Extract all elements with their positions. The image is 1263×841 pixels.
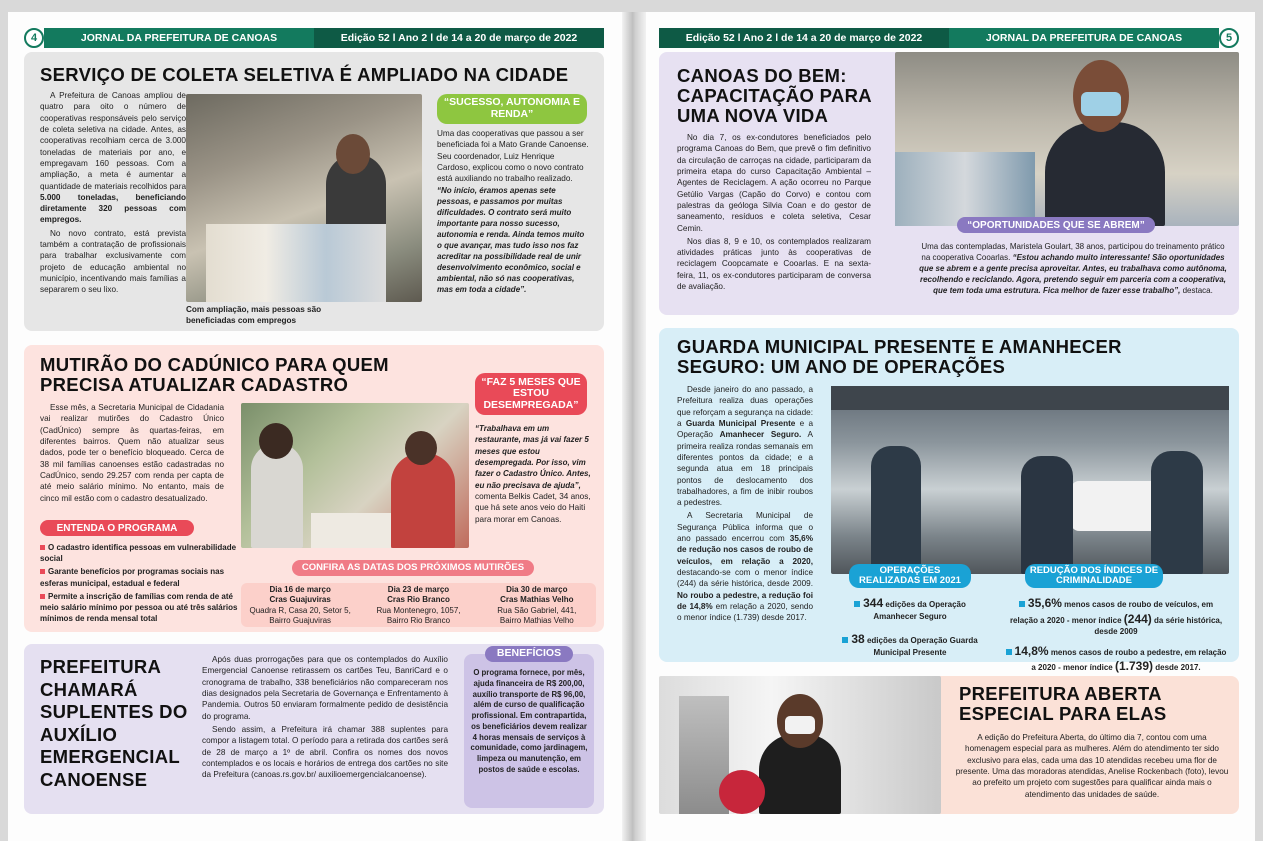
stat-item: 35,6% menos casos de roubo de veículos, em relação a 2020 - menor índice (244) da série histórica, desde 2009	[1009, 596, 1223, 637]
stat-item: 344 edições da Operação Amanhecer Seguro	[835, 596, 985, 622]
article-title: PREFEITURA CHAMARÁ SUPLENTES DO AUXÍLIO EMERGENCIAL CANOENSE	[40, 656, 188, 790]
article-body	[40, 402, 224, 506]
paragraph: Após duas prorrogações para que os contemplados do Auxílio Emergencial Canoense retirassem os cartões Teu, BanriCard e o cronograma de trabalho, 338 beneficiários não compareceram nos dias designados pela Secretaria de Governança e Enfrentamento à Pandemia. Outros 50 enviaram formalmente pedido de desistência do programa.	[202, 655, 448, 721]
program-bullets	[40, 542, 240, 626]
journal-name: JORNAL DA PREFEITURA DE CANOAS	[949, 28, 1219, 48]
article-title: SERVIÇO DE COLETA SELETIVA É AMPLIADO NA CIDADE	[40, 64, 569, 85]
article-body: Desde janeiro do ano passado, a Prefeitura realiza duas operações que reforçam a segurança na cidade: a Guarda Municipal Presente e a Operação Amanhecer Seguro. A primeira realiza rondas semanais em diferentes pontos da cidade; e a segunda atua em 18 principais pontos de deslocamento dos trabalhadores, a fim de inibir roubos a pedestres. A Secretaria Municipal de Segurança Pública informa que o ano passado encerrou com 35,6% de redução nos casos de roubo de veículos, em relação a 2020, destacando-se com o menor índice (244) da série histórica, desde 2009. No roubo a pedestre, a redução foi de 14,8% em relação a 2020, sendo o menor índice (1.739) desde 2017.	[677, 385, 814, 623]
operations-pill: OPERAÇÕES REALIZADAS EM 2021	[849, 564, 971, 588]
bullet-item: O cadastro identifica pessoas em vulnerabilidade social	[40, 543, 237, 564]
recycling-workers-photo	[186, 94, 422, 302]
maristela-portrait-photo	[895, 52, 1239, 226]
entenda-pill: ENTENDA O PROGRAMA	[40, 520, 194, 536]
coleta-section	[24, 52, 604, 331]
bullet-item: Garante benefícios por programas sociais nas esferas municipal, estadual e federal	[40, 567, 225, 588]
municipal-guards-photo	[831, 386, 1229, 574]
date-item: Dia 23 de março Cras Rio Branco Rua Montenegro, 1057, Bairro Rio Branco	[376, 585, 461, 626]
auxilio-section	[24, 644, 604, 814]
article-body	[677, 132, 871, 294]
aberta-section	[659, 676, 1239, 814]
article-title: PREFEITURA ABERTA ESPECIAL PARA ELAS	[959, 683, 1167, 724]
operations-stats	[835, 596, 985, 658]
date-item: Dia 30 de março Cras Mathias Velho Rua São Gabriel, 441, Bairro Mathias Velho	[497, 585, 577, 626]
quote-pill: “SUCESSO, AUTONOMIA E RENDA”	[437, 94, 587, 124]
beneficios-pill: BENEFÍCIOS	[485, 646, 573, 662]
paragraph: No dia 7, os ex-condutores beneficiados pelo programa Canoas do Bem, que prevê o fim definitivo da circulação de carroças na cidade, participaram da primeira etapa do curso Capacitação Ambiental – Agentes de Reciclagem. A ação ocorreu no Parque Getúlio Vargas (Capão do Corvo) e contou com palestras da geóloga Silvia Coan e do gestor de saneamento, resíduos e coleta seletiva, Cesar Cemin.	[677, 133, 871, 233]
edition-info: Edição 52 l Ano 2 l de 14 a 20 de março de 2022	[314, 28, 604, 48]
reduction-pill: REDUÇÃO DOS ÍNDICES DE CRIMINALIDADE	[1025, 564, 1163, 588]
anelise-portrait-photo	[659, 676, 941, 814]
article-title: MUTIRÃO DO CADÚNICO PARA QUEM PRECISA ATUALIZAR CADASTRO	[40, 354, 389, 395]
stat-item: 14,8% menos casos de roubo a pedestre, em relação a 2020 - menor índice (1.739) desde 2017.	[1005, 644, 1227, 675]
bullet-square-icon	[1019, 601, 1025, 607]
reduction-stats	[1005, 596, 1227, 675]
article-body: A edição do Prefeitura Aberta, do último dia 7, contou com uma homenagem especial para as mulheres. Além do atendimento ter sido exclusivo para elas, cada uma das 10 atendidas recebeu uma flor de presente. Uma das moradoras atendidas, Anelise Rockenbach (foto), levou ao prefeito um projeto com sugestões para qualificar ainda mais o atendimento das unidades de saúde.	[955, 733, 1229, 799]
quote-pill: “FAZ 5 MESES QUE ESTOU DESEMPREGADA”	[475, 373, 587, 415]
stat-item: 38 edições da Operação Guarda Municipal Presente	[835, 632, 985, 658]
side-quote: “Trabalhava em um restaurante, mas já vai fazer 5 meses que estou desempregada. Por isso, vim fazer o Cadastro Único. Antes, eu não precisava de ajuda”, comenta Belkis Cadet, 34 anos, que há sete anos veio do Haiti para morar em Canoas.	[475, 424, 591, 524]
guarda-section	[659, 328, 1239, 674]
left-header	[24, 28, 604, 48]
side-text: Uma das cooperativas que passou a ser beneficiada foi a Mato Grande Canoense. Seu coordenador, Luiz Henrique Cardoso, explicou como o novo contrato está auxiliando no trabalho realizado.	[437, 129, 589, 184]
page-spine	[622, 12, 646, 841]
side-quote: “No início, éramos apenas sete pessoas, e passamos por muitas dificuldades. O contrato será muito importante para nosso sucesso, autonomia e renda. Ainda temos muito o que avançar, mas tudo isso nos faz acreditar na possibilidade real de unir desenvolvimento econômico, social e ambiental, não só nas cooperativas, mas em toda a cidade”.	[437, 185, 585, 294]
article-title: CANOAS DO BEM: CAPACITAÇÃO PARA UMA NOVA VIDA	[677, 65, 872, 126]
beneficios-text: O programa fornece, por mês, ajuda financeira de R$ 200,00, auxílio transporte de R$ 96,00, além de curso de qualificação profissional. Em contrapartida, os beneficiários devem realizar 4 horas mensais de serviços à comunidade, como jardinagem, limpeza ou manutenção, em postos de saúde e escolas.	[470, 668, 588, 774]
page-number: 5	[1219, 28, 1239, 48]
date-item: Dia 16 de março Cras Guajuviras Quadra R, Casa 20, Setor 5, Bairro Guajuviras	[249, 585, 351, 626]
bullet-item: Permite a inscrição de famílias com renda de até meio salário mínimo por pessoa ou até três salários mínimos de renda mensal total	[40, 591, 238, 624]
paragraph: No novo contrato, está prevista também a contratação de profissionais para trabalhar exclusivamente com projeto de educação ambiental no município, incentivando mais famílias a separarem o seu lixo.	[40, 228, 186, 295]
bullet-square-icon	[842, 637, 848, 643]
cadunico-section	[24, 345, 604, 632]
canoas-bem-section	[659, 52, 1239, 315]
quote-pill: “OPORTUNIDADES QUE SE ABREM”	[957, 217, 1155, 233]
dates-pill: CONFIRA AS DATAS DOS PRÓXIMOS MUTIRÕES	[292, 560, 534, 576]
article-body	[40, 90, 186, 298]
dates-list	[241, 583, 596, 627]
photo-caption: Com ampliação, mais pessoas são beneficiadas com empregos	[186, 305, 322, 325]
highlight-text: 5.000 toneladas, beneficiando diretamente 320 pessoas com empregos.	[40, 192, 186, 225]
paragraph: Nos dias 8, 9 e 10, os contemplados realizaram atividades práticas junto às cooperativas de reciclagem Coopcamate e Cooarlas. E na sexta-feira, 11, os ex-condutores participaram de conversa de avaliação.	[677, 236, 871, 292]
paragraph: A Prefeitura de Canoas ampliou de quatro para oito o número de cooperativas responsáveis pelo serviço de coleta seletiva na cidade. Antes, as cooperativas recolhiam cerca de 3.000 toneladas de materiais por ano, e empregavam 160 pessoas. Com a ampliação, a meta é aumentar a quantidade de materiais recolhidos para	[40, 91, 186, 191]
bullet-square-icon	[40, 545, 45, 550]
paragraph: Sendo assim, a Prefeitura irá chamar 388 suplentes para compor a listagem total. O período para a retirada dos cartões será de 28 de março a 1º de abril. Confira os nomes dos novos contemplados e os locais e horários de entrega dos cartões no site da Prefeitura (canoas.rs.gov.br/ auxilioemergencialcanoense).	[202, 724, 448, 780]
right-header	[659, 28, 1239, 48]
journal-name: JORNAL DA PREFEITURA DE CANOAS	[44, 28, 314, 48]
article-body	[202, 654, 448, 782]
article-title: GUARDA MUNICIPAL PRESENTE E AMANHECER SEGURO: UM ANO DE OPERAÇÕES	[677, 336, 1122, 377]
bullet-square-icon	[40, 569, 45, 574]
quote-block: Uma das contempladas, Maristela Goulart, 38 anos, participou do treinamento prático na cooperativa Cooarlas. “Estou achando muito interessante! São oportunidades que se abrem e a gente precisa aproveitar. Antes, eu trabalhava como autônoma, recolhendo e reciclando. Agora, pretendo seguir em parceria com a cooperativa, que tem toda uma estrutura. Fica melhor de fazer esse trabalho”, destaca.	[919, 242, 1227, 296]
edition-info: Edição 52 l Ano 2 l de 14 a 20 de março de 2022	[659, 28, 949, 48]
side-article	[437, 128, 589, 295]
bullet-square-icon	[1006, 649, 1012, 655]
cadunico-registration-photo	[241, 403, 469, 548]
paragraph: Esse mês, a Secretaria Municipal de Cidadania vai realizar mutirões do Cadastro Único (CadÚnico) sempre às quartas-feiras, em diferentes bairros. Quem não atualizar seus dados, pode ter o benefício bloqueado. Cerca de 38 mil famílias canoenses estão cadastradas no CadÚnico, sendo 29.257 com renda per capta de até meio salário mínimo. No entanto, mais de cinco mil estão com o cadastro desatualizado.	[40, 403, 224, 503]
bullet-square-icon	[854, 601, 860, 607]
bullet-square-icon	[40, 594, 45, 599]
page-number: 4	[24, 28, 44, 48]
